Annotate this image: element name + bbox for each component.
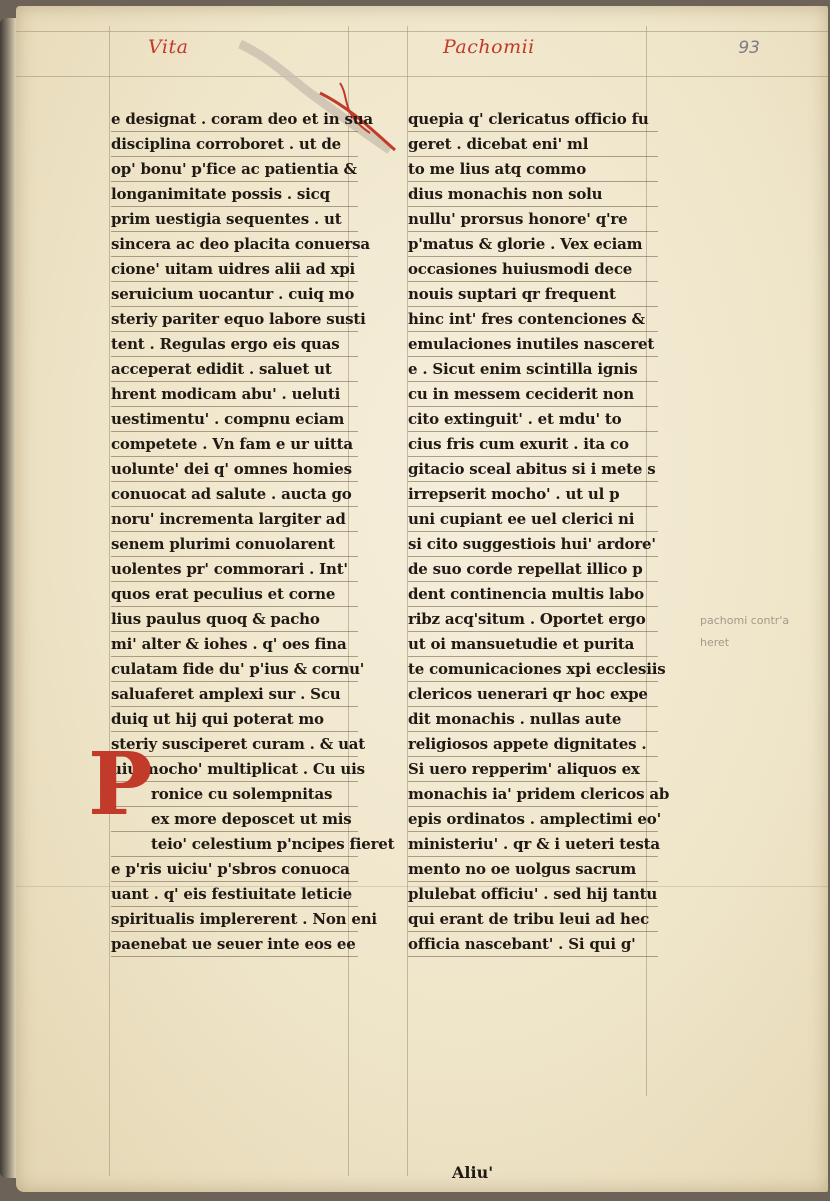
text-line: senem plurimi conuolarent — [111, 532, 358, 557]
text-line: op' bonu' p'fice ac patientia & — [111, 157, 358, 182]
text-line: te comunicaciones xpi ecclesiis — [408, 657, 658, 682]
text-line: gitacio sceal abitus si i mete s — [408, 457, 658, 482]
text-line: steriy pariter equo labore susti — [111, 307, 358, 332]
text-line: ministeriu' . qr & i ueteri testa — [408, 832, 658, 857]
text-line: prim uestigia sequentes . ut — [111, 207, 358, 232]
text-line: cu in messem ceciderit non — [408, 382, 658, 407]
text-line: e p'ris uiciu' p'sbros conuoca — [111, 857, 358, 882]
text-line: clericos uenerari qr hoc expe — [408, 682, 658, 707]
text-line: tent . Regulas ergo eis quas — [111, 332, 358, 357]
text-line: longanimitate possis . sicq — [111, 182, 358, 207]
text-line: occasiones huiusmodi dece — [408, 257, 658, 282]
text-line: religiosos appete dignitates . — [408, 732, 658, 757]
text-line: cius fris cum exurit . ita co — [408, 432, 658, 457]
text-line: dit monachis . nullas aute — [408, 707, 658, 732]
text-line: ronice cu solempnitas — [111, 782, 358, 807]
text-line: spiritualis implererent . Non eni — [111, 907, 358, 932]
text-line: to me lius atq commo — [408, 157, 658, 182]
text-line: uolunte' dei q' omnes homies — [111, 457, 358, 482]
text-line: sincera ac deo placita conuersa — [111, 232, 358, 257]
text-line: mi' alter & iohes . q' oes fina — [111, 632, 358, 657]
text-line: acceperat edidit . saluet ut — [111, 357, 358, 382]
text-line: competete . Vn fam e ur uitta — [111, 432, 358, 457]
text-line: ut oi mansuetudie et purita — [408, 632, 658, 657]
text-line: ex more deposcet ut mis — [111, 807, 358, 832]
rubric-left: Vita — [148, 36, 189, 58]
decorated-initial: P — [88, 734, 153, 835]
right-text-column — [408, 107, 670, 957]
text-line: emulaciones inutiles nasceret — [408, 332, 658, 357]
text-line: geret . dicebat eni' ml — [408, 132, 658, 157]
text-line: conuocat ad salute . aucta go — [111, 482, 358, 507]
text-line: steriy susciperet curam . & uat — [111, 732, 358, 757]
text-line: dius monachis non solu — [408, 182, 658, 207]
text-line: noru' incrementa largiter ad — [111, 507, 358, 532]
text-line: Si uero repperim' aliquos ex — [408, 757, 658, 782]
text-line: nullu' prorsus honore' q're — [408, 207, 658, 232]
text-line: monachis ia' pridem clericos ab — [408, 782, 658, 807]
text-line: quepia q' clericatus officio fu — [408, 107, 658, 132]
text-line: ribz acq'situm . Oportet ergo — [408, 607, 658, 632]
text-line: paenebat ue seuer inte eos ee — [111, 932, 358, 957]
text-line: culatam fide du' p'ius & cornu' — [111, 657, 358, 682]
text-line: disciplina corroboret . ut de — [111, 132, 358, 157]
text-line: e . Sicut enim scintilla ignis — [408, 357, 658, 382]
text-line: seruicium uocantur . cuiq mo — [111, 282, 358, 307]
text-line: hinc int' fres contenciones & — [408, 307, 658, 332]
text-line: qui erant de tribu leui ad hec — [408, 907, 658, 932]
text-line: uolentes pr' commorari . Int' — [111, 557, 358, 582]
text-line: e designat . coram deo et in sua — [111, 107, 358, 132]
text-line: hrent modicam abu' . ueluti — [111, 382, 358, 407]
text-line: uni cupiant ee uel clerici ni — [408, 507, 658, 532]
margin-note: pachomi contr'a heret — [700, 614, 790, 649]
text-line: saluaferet amplexi sur . Scu — [111, 682, 358, 707]
text-line: irrepserit mocho' . ut ul p — [408, 482, 658, 507]
text-line: uant . q' eis festiuitate leticie — [111, 882, 358, 907]
text-line: cione' uitam uidres alii ad xpi — [111, 257, 358, 282]
text-line: plulebat officiu' . sed hij tantu — [408, 882, 658, 907]
rubric-right: Pachomii — [443, 36, 535, 58]
catchword: Aliu' — [452, 1163, 494, 1182]
text-line: lius paulus quoq & pacho — [111, 607, 358, 632]
text-line: duiq ut hij qui poterat mo — [111, 707, 358, 732]
ruling-line-top — [16, 31, 828, 32]
text-line: teio' celestium p'ncipes fieret — [111, 832, 358, 857]
text-line: mento no oe uolgus sacrum — [408, 857, 658, 882]
folio-number: 93 — [738, 38, 760, 58]
text-line: cito extinguit' . et mdu' to — [408, 407, 658, 432]
ruling-line-left-margin — [109, 26, 110, 1176]
text-line: nouis suptari qr frequent — [408, 282, 658, 307]
ruling-line-header — [16, 76, 828, 77]
text-line: si cito suggestiois hui' ardore' — [408, 532, 658, 557]
text-line: uestimentu' . compnu eciam — [111, 407, 358, 432]
text-line: de suo corde repellat illico p — [408, 557, 658, 582]
text-line: p'matus & glorie . Vex eciam — [408, 232, 658, 257]
text-line: uiu mocho' multiplicat . Cu uis — [111, 757, 358, 782]
text-line: dent continencia multis labo — [408, 582, 658, 607]
text-line: quos erat peculius et corne — [111, 582, 358, 607]
text-line: epis ordinatos . amplectimi eo' — [408, 807, 658, 832]
text-line: officia nascebant' . Si qui g' — [408, 932, 658, 957]
